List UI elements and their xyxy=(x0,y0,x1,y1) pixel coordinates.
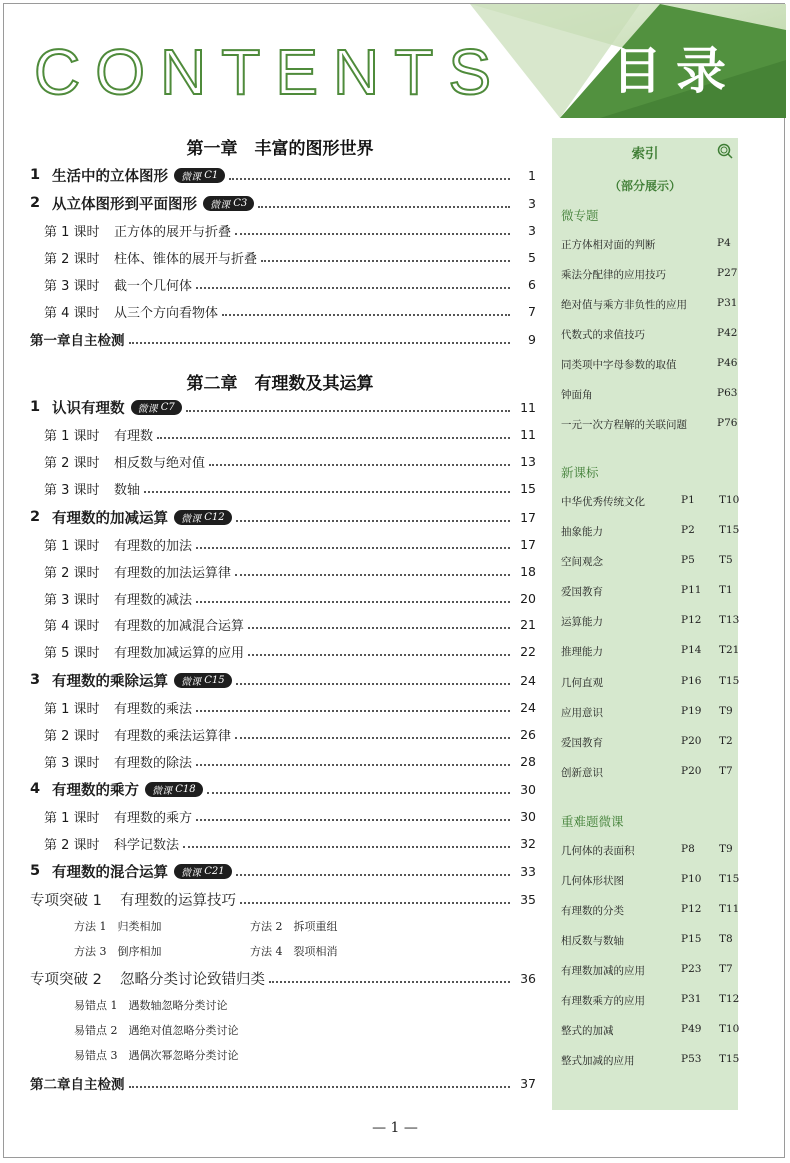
toc-section[interactable] xyxy=(30,778,536,800)
index-row[interactable]: 正方体相对面的判断 P4 xyxy=(561,237,731,251)
section-number: 5 xyxy=(30,863,41,879)
section-label: 生活中的立体图形 xyxy=(52,168,168,185)
dot-leader xyxy=(129,1078,511,1088)
index-row[interactable]: 整式的加减 P49 T10 xyxy=(561,1023,740,1037)
dot-leader xyxy=(235,729,510,739)
category-micro: 微专题 xyxy=(561,208,599,223)
lesson-number: 第 3 课时 xyxy=(44,755,100,771)
index-row[interactable]: 几何体的表面积 P8 T9 xyxy=(561,843,733,857)
lesson-label: 有理数的乘法运算律 xyxy=(114,728,232,744)
chapter-1-title: 第一章 丰富的图形世界 xyxy=(186,139,374,159)
toc-lesson[interactable] xyxy=(44,587,536,609)
dot-leader xyxy=(236,866,510,876)
lesson-label: 有理数的加法运算律 xyxy=(114,565,232,581)
section-number: 2 xyxy=(30,509,41,525)
dot-leader xyxy=(209,456,510,466)
lesson-label: 正方体的展开与折叠 xyxy=(114,224,232,240)
dot-leader xyxy=(196,593,510,603)
page-number: 22 xyxy=(520,643,536,659)
toc-self-check[interactable] xyxy=(30,1072,536,1094)
page-number: 3 xyxy=(528,222,536,238)
page-number: 17 xyxy=(520,536,536,552)
lesson-label: 科学记数法 xyxy=(114,837,180,853)
page-number: 15 xyxy=(520,480,536,496)
index-row[interactable]: 抽象能力 P2 T15 xyxy=(561,524,740,538)
toc-special[interactable] xyxy=(30,967,536,989)
toc-section[interactable] xyxy=(30,396,536,418)
toc-lesson[interactable] xyxy=(44,450,536,472)
index-row[interactable]: 乘法分配律的应用技巧 P27 xyxy=(561,267,738,281)
toc-lesson[interactable] xyxy=(44,805,536,827)
toc-lesson[interactable] xyxy=(44,423,536,445)
method-item: 方法 3 倒序相加 xyxy=(74,945,162,958)
lesson-label: 有理数的加减混合运算 xyxy=(114,618,245,634)
video-tag: 微课 C1 xyxy=(174,168,225,183)
dot-leader xyxy=(207,784,510,794)
lesson-label: 相反数与绝对值 xyxy=(114,455,206,471)
page-number: 21 xyxy=(520,616,536,632)
contents-heading: CONTENTS xyxy=(34,36,506,108)
toc-section[interactable] xyxy=(30,192,536,214)
lesson-number: 第 2 课时 xyxy=(44,455,100,471)
page-number: 17 xyxy=(520,509,536,525)
page-number: 11 xyxy=(520,426,536,442)
index-row[interactable]: 一元一次方程解的关联问题 P76 xyxy=(561,417,738,431)
dot-leader xyxy=(196,539,510,549)
lesson-number: 第 2 课时 xyxy=(44,728,100,744)
page-number: 24 xyxy=(520,699,536,715)
dot-leader xyxy=(236,512,510,522)
toc-lesson[interactable] xyxy=(44,613,536,635)
dot-leader xyxy=(269,973,510,983)
toc-lesson[interactable] xyxy=(44,560,536,582)
dot-leader xyxy=(196,756,510,766)
lesson-number: 第 1 课时 xyxy=(44,701,100,717)
toc-lesson[interactable] xyxy=(44,273,536,295)
lesson-label: 数轴 xyxy=(114,482,141,498)
page-number-footer: — 1 — xyxy=(372,1120,418,1136)
dot-leader xyxy=(183,838,510,848)
page-number: 28 xyxy=(520,753,536,769)
page-number: 13 xyxy=(520,453,536,469)
lesson-label: 有理数的除法 xyxy=(114,755,193,771)
toc-section[interactable] xyxy=(30,669,536,691)
index-row[interactable]: 绝对值与乘方非负性的应用 P31 xyxy=(561,297,738,311)
toc-lesson[interactable] xyxy=(44,723,536,745)
special-number: 专项突破 1 xyxy=(30,892,102,909)
video-tag: 微课 C12 xyxy=(174,510,232,525)
lesson-number: 第 1 课时 xyxy=(44,428,100,444)
page-number: 1 xyxy=(528,167,536,183)
index-row[interactable]: 推理能力 P14 T21 xyxy=(561,644,740,658)
index-row[interactable]: 有理数的分类 P12 T11 xyxy=(561,903,740,917)
category-key-lessons: 重难题微课 xyxy=(561,814,624,829)
method-item: 方法 2 拆项重组 xyxy=(250,920,338,933)
toc-lesson[interactable] xyxy=(44,219,536,241)
video-tag: 微课 C15 xyxy=(174,673,232,688)
error-point-item: 易错点 1 遇数轴忽略分类讨论 xyxy=(74,999,228,1012)
dot-leader xyxy=(248,619,510,629)
lesson-number: 第 1 课时 xyxy=(44,810,100,826)
lesson-number: 第 3 课时 xyxy=(44,482,100,498)
special-label: 忽略分类讨论致错归类 xyxy=(120,971,265,988)
page-number: 5 xyxy=(528,249,536,265)
dot-leader xyxy=(235,225,510,235)
lesson-number: 第 3 课时 xyxy=(44,592,100,608)
index-row[interactable]: 中华优秀传统文化 P1 T10 xyxy=(561,494,740,508)
toc-section[interactable] xyxy=(30,164,536,186)
method-item: 方法 1 归类相加 xyxy=(74,920,162,933)
dot-leader xyxy=(235,566,510,576)
page-number: 6 xyxy=(528,276,536,292)
index-row[interactable]: 爱国教育 P11 T1 xyxy=(561,584,733,598)
dot-leader xyxy=(196,279,510,289)
error-point-item: 易错点 2 遇绝对值忽略分类讨论 xyxy=(74,1024,239,1037)
lesson-label: 有理数加减运算的应用 xyxy=(114,645,245,661)
page-number: 18 xyxy=(520,563,536,579)
toc-lesson[interactable] xyxy=(44,640,536,662)
index-row[interactable]: 应用意识 P19 T9 xyxy=(561,705,733,719)
page-number: 33 xyxy=(520,863,536,879)
dot-leader xyxy=(196,811,510,821)
self-check-label: 第二章自主检测 xyxy=(30,1077,125,1093)
lesson-label: 截一个几何体 xyxy=(114,278,193,294)
lesson-label: 有理数 xyxy=(114,428,154,444)
section-label: 有理数的乘除运算 xyxy=(52,673,168,690)
self-check-label: 第一章自主检测 xyxy=(30,333,125,349)
page-number: 32 xyxy=(520,835,536,851)
index-row[interactable]: 几何直观 P16 T15 xyxy=(561,675,740,689)
page-number: 24 xyxy=(520,672,536,688)
lesson-label: 有理数的乘方 xyxy=(114,810,193,826)
special-number: 专项突破 2 xyxy=(30,971,102,988)
section-label: 有理数的混合运算 xyxy=(52,864,168,881)
index-row[interactable]: 相反数与数轴 P15 T8 xyxy=(561,933,733,947)
index-row[interactable]: 整式加减的应用 P53 T15 xyxy=(561,1053,740,1067)
lesson-number: 第 1 课时 xyxy=(44,538,100,554)
mulu-heading: 目录 xyxy=(612,42,740,100)
toc-lesson[interactable] xyxy=(44,696,536,718)
lesson-label: 有理数的乘法 xyxy=(114,701,193,717)
dot-leader xyxy=(261,252,510,262)
toc-lesson[interactable] xyxy=(44,750,536,772)
lesson-label: 有理数的加法 xyxy=(114,538,193,554)
chapter-2-title: 第二章 有理数及其运算 xyxy=(186,374,374,394)
lesson-number: 第 5 课时 xyxy=(44,645,100,661)
index-subtitle: （部分展示） xyxy=(608,179,681,193)
section-number: 1 xyxy=(30,399,41,415)
page-number: 35 xyxy=(520,891,536,907)
toc-section[interactable] xyxy=(30,860,536,882)
toc-special[interactable] xyxy=(30,888,536,910)
dot-leader xyxy=(186,402,510,412)
section-number: 3 xyxy=(30,672,41,688)
index-row[interactable]: 钟面角 P63 xyxy=(561,387,738,401)
section-label: 有理数的加减运算 xyxy=(52,510,168,527)
section-label: 认识有理数 xyxy=(52,400,125,417)
toc-lesson[interactable] xyxy=(44,533,536,555)
section-label: 有理数的乘方 xyxy=(52,782,139,799)
page-number: 30 xyxy=(520,808,536,824)
special-label: 有理数的运算技巧 xyxy=(120,892,236,909)
index-title: 索引 xyxy=(631,146,659,162)
lesson-number: 第 2 课时 xyxy=(44,251,100,267)
toc-lesson[interactable] xyxy=(44,300,536,322)
toc-lesson[interactable] xyxy=(44,832,536,854)
video-tag: 微课 C21 xyxy=(174,864,232,879)
page-number: 3 xyxy=(528,195,536,211)
index-row[interactable]: 同类项中字母参数的取值 P46 xyxy=(561,357,738,371)
page-number: 37 xyxy=(520,1075,536,1091)
lesson-number: 第 1 课时 xyxy=(44,224,100,240)
video-tag: 微课 C7 xyxy=(131,400,182,415)
dot-leader xyxy=(222,306,510,316)
dot-leader xyxy=(248,646,510,656)
lesson-label: 有理数的减法 xyxy=(114,592,193,608)
toc-section[interactable] xyxy=(30,506,536,528)
video-tag: 微课 C18 xyxy=(145,782,203,797)
lesson-number: 第 2 课时 xyxy=(44,565,100,581)
dot-leader xyxy=(157,429,510,439)
index-row[interactable]: 代数式的求值技巧 P42 xyxy=(561,327,738,341)
page-number: 20 xyxy=(520,590,536,606)
index-row[interactable]: 有理数加减的应用 P23 T7 xyxy=(561,963,733,977)
video-tag: 微课 C3 xyxy=(203,196,254,211)
lesson-number: 第 4 课时 xyxy=(44,305,100,321)
page-number: 30 xyxy=(520,781,536,797)
index-row[interactable]: 爱国教育 P20 T2 xyxy=(561,735,733,749)
section-number: 2 xyxy=(30,195,41,211)
toc-lesson[interactable] xyxy=(44,246,536,268)
toc-self-check[interactable] xyxy=(30,328,536,350)
lesson-number: 第 3 课时 xyxy=(44,278,100,294)
lesson-number: 第 4 课时 xyxy=(44,618,100,634)
section-number: 1 xyxy=(30,167,41,183)
section-number: 4 xyxy=(30,781,41,797)
page-number: 26 xyxy=(520,726,536,742)
page-number: 11 xyxy=(520,399,536,415)
index-row[interactable]: 有理数乘方的应用 P31 T12 xyxy=(561,993,740,1007)
index-row[interactable]: 创新意识 P20 T7 xyxy=(561,765,733,779)
index-row[interactable]: 几何体形状图 P10 T15 xyxy=(561,873,740,887)
lesson-label: 柱体、锥体的展开与折叠 xyxy=(114,251,258,267)
section-label: 从立体图形到平面图形 xyxy=(52,196,197,213)
dot-leader xyxy=(129,334,511,344)
dot-leader xyxy=(240,894,510,904)
dot-leader xyxy=(229,170,510,180)
page-number: 9 xyxy=(528,331,536,347)
toc-lesson[interactable] xyxy=(44,477,536,499)
search-icon xyxy=(716,142,734,160)
dot-leader xyxy=(196,702,510,712)
dot-leader xyxy=(236,675,510,685)
index-row[interactable]: 空间观念 P5 T5 xyxy=(561,554,733,568)
lesson-number: 第 2 课时 xyxy=(44,837,100,853)
error-point-item: 易错点 3 遇偶次幂忽略分类讨论 xyxy=(74,1049,239,1062)
lesson-label: 从三个方向看物体 xyxy=(114,305,219,321)
page-number: 36 xyxy=(520,970,536,986)
dot-leader xyxy=(258,198,510,208)
index-row[interactable]: 运算能力 P12 T13 xyxy=(561,614,740,628)
dot-leader xyxy=(144,483,510,493)
page-number: 7 xyxy=(528,303,536,319)
method-item: 方法 4 裂项相消 xyxy=(250,945,338,958)
category-standard: 新课标 xyxy=(561,465,599,480)
